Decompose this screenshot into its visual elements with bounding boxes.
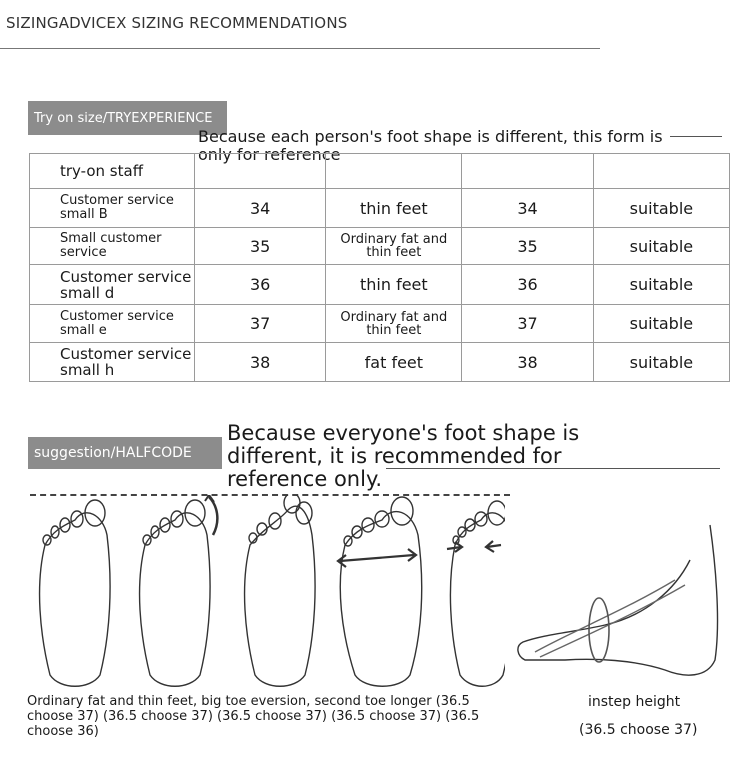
col-header-staff: try-on staff	[30, 154, 195, 189]
half-code-note: Because everyone's foot shape is different, it is recommended for reference only.	[227, 421, 580, 491]
table-row	[30, 305, 730, 343]
row-recommended: 37	[462, 305, 594, 343]
row-shape: thin feet	[326, 189, 462, 228]
row-shape: Ordinary fat and thin feet	[326, 228, 462, 265]
page-title: SIZINGADVICEX SIZING RECOMMENDATIONS	[6, 14, 348, 32]
row-size: 36	[194, 265, 326, 305]
foot-icon	[338, 497, 422, 686]
row-recommended: 35	[462, 228, 594, 265]
try-on-section-tag: Try on size/TRYEXPERIENCE	[28, 101, 227, 135]
foot-icon	[447, 501, 505, 686]
foot-icon	[40, 500, 111, 686]
row-size: 37	[194, 305, 326, 343]
row-shape: Ordinary fat and thin feet	[326, 305, 462, 343]
row-recommended: 38	[462, 343, 594, 382]
row-fit: suitable	[593, 305, 729, 343]
row-recommended: 36	[462, 265, 594, 305]
row-staff: Customer service small e	[30, 305, 195, 343]
row-size: 35	[194, 228, 326, 265]
row-staff: Small customer service	[30, 228, 195, 265]
table-row	[30, 265, 730, 305]
row-fit: suitable	[593, 189, 729, 228]
row-shape: thin feet	[326, 265, 462, 305]
row-fit: suitable	[593, 265, 729, 305]
half-code-caption: Ordinary fat and thin feet, big toe eversion, second toe longer (36.5 choose 37) (36.5 choose 37) (36.5 choose 37) (36.5 choose 37) (36.5 choose 36)	[27, 694, 480, 739]
note-divider	[386, 468, 720, 469]
table-row	[30, 189, 730, 228]
instep-value: (36.5 choose 37)	[579, 722, 698, 738]
foot-icon	[245, 495, 316, 686]
row-staff: Customer service small h	[30, 343, 195, 382]
try-on-note: Because each person's foot shape is different, this form is only for reference	[198, 127, 663, 164]
row-size: 34	[194, 189, 326, 228]
title-divider	[0, 48, 600, 49]
instep-label: instep height	[588, 694, 681, 710]
row-size: 38	[194, 343, 326, 382]
row-fit: suitable	[593, 343, 729, 382]
table-row	[30, 343, 730, 382]
foot-shapes-illustration	[25, 495, 505, 690]
foot-icon	[140, 495, 218, 686]
table-row	[30, 228, 730, 265]
row-recommended: 34	[462, 189, 594, 228]
row-fit: suitable	[593, 228, 729, 265]
instep-illustration	[515, 520, 725, 685]
row-staff: Customer service small B	[30, 189, 195, 228]
half-code-section-tag: suggestion/HALFCODE	[28, 437, 222, 469]
note-divider	[670, 136, 722, 137]
row-shape: fat feet	[326, 343, 462, 382]
size-table	[29, 153, 730, 382]
row-staff: Customer service small d	[30, 265, 195, 305]
table-header-row	[30, 154, 730, 189]
